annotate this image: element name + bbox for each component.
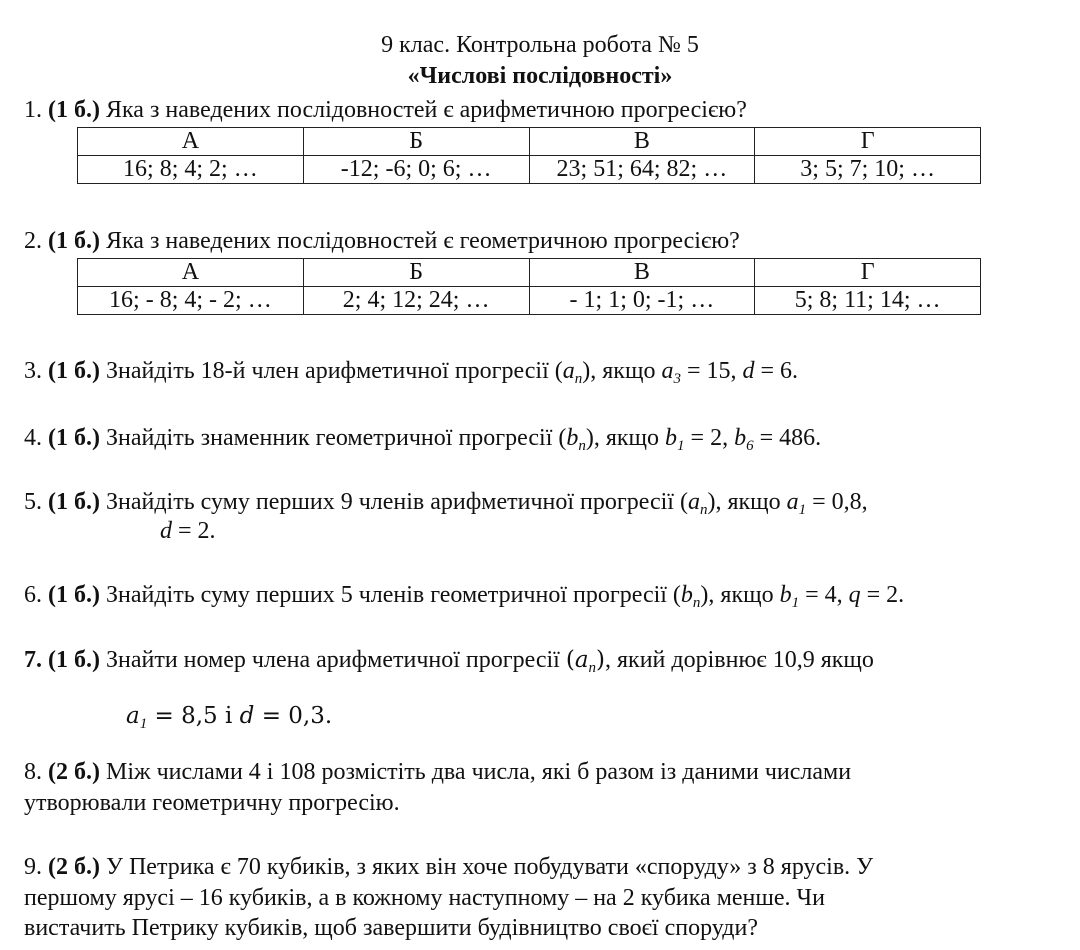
question-2 (24, 226, 740, 256)
question-text: Знайдіть знаменник геометричної прогресії ( (105, 425, 567, 451)
term-var: b (665, 425, 678, 451)
question-points: (1 б.) (48, 228, 100, 254)
question-5 (24, 487, 868, 525)
sequence-sub: n (692, 595, 701, 611)
sequence-var: a (687, 489, 700, 515)
sequence-sub: n (574, 371, 583, 387)
question-number: 3. (24, 358, 42, 384)
question-points: (1 б.) (48, 489, 100, 515)
question-text: , який дорівнює 10,9 якщо (605, 647, 874, 673)
question-text: Знайдіть суму перших 9 членів арифметичної прогресії ( (105, 489, 688, 515)
option-header: В (529, 128, 755, 156)
option-value: 16; - 8; 4; - 2; … (78, 287, 304, 315)
question-3 (24, 356, 798, 394)
option-value: 23; 51; 64; 82; … (529, 156, 755, 184)
term-sub: 1 (798, 502, 807, 518)
sequence-var: b (566, 425, 579, 451)
question-points: (1 б.) (48, 97, 100, 123)
question-1 (24, 95, 747, 125)
worksheet-topic: «Числові послідовності» (407, 63, 673, 89)
question-text: = 4, (799, 582, 849, 608)
option-header: А (78, 128, 304, 156)
question-number: 7. (24, 647, 42, 673)
option-header: Г (755, 259, 981, 287)
question-8-cont: утворювали геометричну прогресію. (24, 790, 400, 816)
question-text: ), якщо (582, 358, 662, 384)
paren-close: ) (596, 647, 606, 673)
sequence-sub: n (578, 438, 586, 454)
question-points: (2 б.) (48, 759, 100, 785)
option-header: Б (303, 259, 529, 287)
question-text: У Петрика є 70 кубиків, з яких він хоче побудувати «споруду» з 8 ярусів. У (105, 854, 874, 880)
term-sub: 1 (791, 595, 800, 611)
option-header: Г (755, 128, 981, 156)
difference-var: d (239, 703, 255, 729)
question-8 (24, 757, 851, 787)
question-9 (24, 852, 873, 882)
sequence-var: a (574, 647, 589, 673)
term-sub: 1 (139, 716, 148, 732)
question-9-cont: першому ярусі – 16 кубиків, а в кожному наступному – на 2 кубика менше. Чи (24, 885, 825, 911)
option-value: 2; 4; 12; 24; … (303, 287, 529, 315)
question-4 (24, 423, 821, 461)
options-header-row (78, 128, 981, 156)
options-table-2 (77, 258, 981, 315)
question-number: 2. (24, 228, 42, 254)
question-text: Знайдіть 18-й член арифметичної прогресії ( (105, 358, 563, 384)
question-text: = 2. (172, 518, 216, 544)
formula-text: = 0,3. (254, 703, 333, 729)
difference-var: d (160, 518, 172, 544)
question-text: Знайдіть суму перших 5 членів геометричної прогресії ( (105, 582, 681, 608)
formula-text: = 8,5 і (147, 703, 240, 729)
question-text: = 0,8, (806, 489, 868, 515)
question-9-cont: вистачить Петрику кубиків, щоб завершити будівництво своєї споруди? (24, 915, 758, 941)
term-var: a (661, 358, 674, 384)
question-text: ), якщо (700, 582, 780, 608)
term-var: b (779, 582, 792, 608)
question-points: (2 б.) (48, 854, 100, 880)
question-text: = 15, (680, 358, 743, 384)
question-points: (1 б.) (48, 425, 100, 451)
question-text: = 2. (860, 582, 905, 608)
question-number: 9. (24, 854, 42, 880)
question-number: 8. (24, 759, 42, 785)
question-text: Між числами 4 і 108 розмістіть два числа, які б разом із даними числами (105, 759, 852, 785)
sequence-sub: n (699, 502, 708, 518)
term-var: a (786, 489, 799, 515)
option-value: 3; 5; 7; 10; … (755, 156, 981, 184)
question-text: = 6. (754, 358, 799, 384)
sequence-var: a (562, 358, 575, 384)
options-values-row (78, 156, 981, 184)
difference-var: d (742, 358, 755, 384)
question-text: ), якщо (707, 489, 787, 515)
question-points: (1 б.) (48, 358, 100, 384)
question-7-formula (126, 701, 332, 739)
question-number: 1. (24, 97, 42, 123)
term-sub: 6 (746, 438, 754, 454)
option-value: - 1; 1; 0; -1; … (529, 287, 755, 315)
term-var: a (126, 703, 140, 729)
options-values-row (78, 287, 981, 315)
options-table-1 (77, 127, 981, 184)
ratio-var: q (848, 582, 861, 608)
term-var: b (734, 425, 747, 451)
question-text: ), якщо (585, 425, 666, 451)
option-value: 5; 8; 11; 14; … (755, 287, 981, 315)
question-text: = 2, (684, 425, 735, 451)
question-text: Яка з наведених послідовностей є арифметичною прогресією? (105, 97, 747, 123)
question-number: 4. (24, 425, 42, 451)
option-value: 16; 8; 4; 2; … (78, 156, 304, 184)
question-7 (24, 645, 874, 683)
question-6 (24, 580, 904, 618)
option-header: А (78, 259, 304, 287)
worksheet-title: 9 клас. Контрольна робота № 5 (381, 32, 699, 58)
option-value: -12; -6; 0; 6; … (303, 156, 529, 184)
question-points: (1 б.) (48, 582, 100, 608)
question-text: Знайти номер члена арифметичної прогресії (105, 647, 566, 673)
question-number: 6. (24, 582, 42, 608)
question-number: 5. (24, 489, 42, 515)
sequence-sub: n (588, 660, 597, 676)
option-header: В (529, 259, 755, 287)
options-header-row (78, 259, 981, 287)
term-sub: 3 (673, 371, 681, 387)
question-text: Яка з наведених послідовностей є геометричною прогресією? (105, 228, 740, 254)
question-5-cont (160, 516, 216, 546)
option-header: Б (303, 128, 529, 156)
question-points: (1 б.) (48, 647, 100, 673)
term-sub: 1 (677, 438, 685, 454)
question-text: = 486. (753, 425, 822, 451)
sequence-var: b (680, 582, 693, 608)
paren-open: ( (565, 647, 575, 673)
